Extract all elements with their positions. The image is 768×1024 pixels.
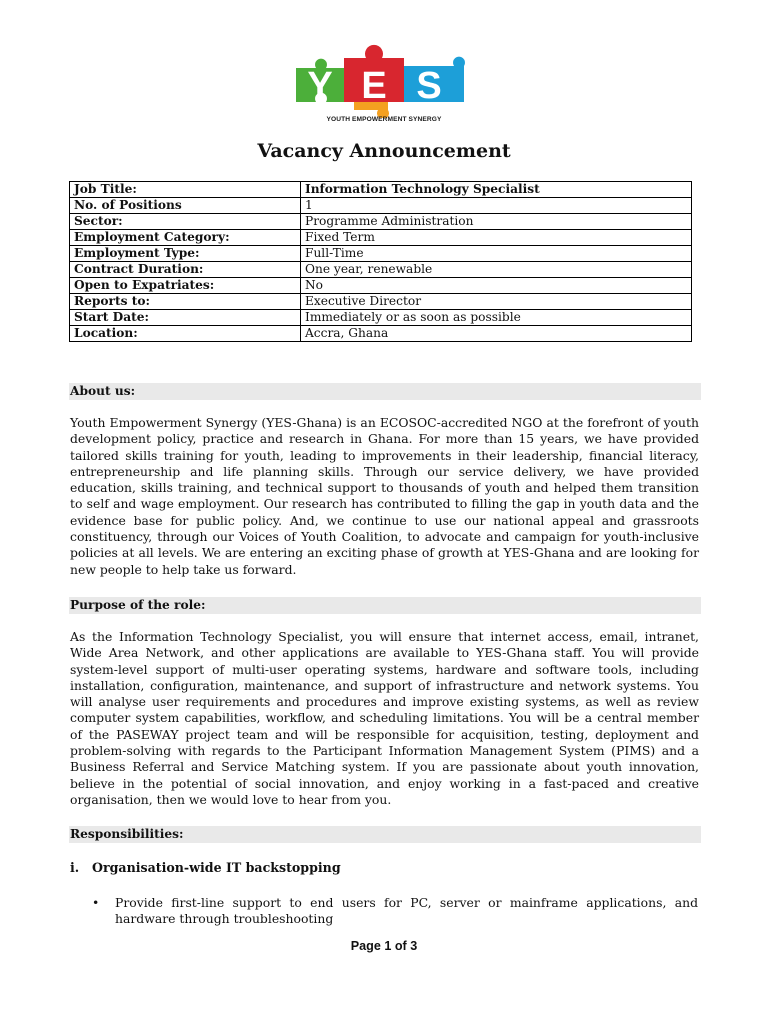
- field-label: Open to Expatriates:: [70, 278, 301, 294]
- field-value: Accra, Ghana: [301, 326, 692, 342]
- field-label: Employment Type:: [70, 246, 301, 262]
- yes-logo-puzzle-icon: [294, 38, 474, 118]
- page-number: Page 1 of 3: [350, 939, 418, 953]
- field-label: Contract Duration:: [70, 262, 301, 278]
- yes-logo: [294, 38, 474, 130]
- logo-letter-e: E: [361, 65, 387, 107]
- logo-letter-y: Y: [307, 65, 333, 107]
- field-label: Sector:: [70, 214, 301, 230]
- subheading-number: i.: [70, 860, 80, 875]
- field-value: No: [301, 278, 692, 294]
- table-row: [70, 246, 692, 262]
- responsibility-subheading: [70, 860, 341, 875]
- field-label: Reports to:: [70, 294, 301, 310]
- field-label: Start Date:: [70, 310, 301, 326]
- field-value: Executive Director: [301, 294, 692, 310]
- field-value: Immediately or as soon as possible: [301, 310, 692, 326]
- field-value: Fixed Term: [301, 230, 692, 246]
- table-row: [70, 310, 692, 326]
- purpose-heading: Purpose of the role:: [69, 597, 701, 614]
- page-title: Vacancy Announcement: [257, 140, 511, 162]
- table-row: [70, 198, 692, 214]
- logo-letter-s: S: [416, 65, 442, 107]
- field-label: Location:: [70, 326, 301, 342]
- field-value: Programme Administration: [301, 214, 692, 230]
- bullet-icon: •: [92, 895, 100, 910]
- purpose-paragraph: As the Information Technology Specialist, you will ensure that internet access, email, intranet, Wide Area Network, and other applications are available to YES-Ghana staff. You will provide system-level support of multi-user operating systems, hardware and software tools, including installation, configuration, maintenance, and support of infrastructure and network systems. You will analyse user requirements and procedures and improve existing systems, as well as review computer system capabilities, workflow, and scheduling limitations. You will be a central member of the PASEWAY project team and will be responsible for acquisition, testing, deployment and problem-solving with regards to the Participant Information Management System (PIMS) and a Business Referral and Service Matching system. If you are passionate about youth innovation, believe in the potential of social innovation, and enjoy working in a fast-paced and creative organisation, then we would love to hear from you.: [70, 629, 699, 807]
- logo-tagline: YOUTH EMPOWERMENT SYNERGY: [326, 116, 442, 123]
- responsibilities-heading: Responsibilities:: [69, 826, 701, 843]
- table-row: [70, 294, 692, 310]
- field-value: 1: [301, 198, 692, 214]
- table-row: [70, 326, 692, 342]
- field-value: Full-Time: [301, 246, 692, 262]
- table-row: [70, 214, 692, 230]
- field-label: No. of Positions: [70, 198, 301, 214]
- table-row: [70, 278, 692, 294]
- table-row: [70, 230, 692, 246]
- field-label: Job Title:: [70, 182, 301, 198]
- field-label: Employment Category:: [70, 230, 301, 246]
- about-paragraph: Youth Empowerment Synergy (YES-Ghana) is an ECOSOC-accredited NGO at the forefront of youth development policy, practice and research in Ghana. For more than 15 years, we have provided tailored skills training for youth, leading to improvements in their leadership, financial literacy, entrepreneurship and life planning skills. Through our service delivery, we have provided education, skills training, and technical support to thousands of youth and helped them transition to self and wage employment. Our research has contributed to filling the gap in youth data and the evidence base for public policy. And, we continue to use our national appeal and grassroots constituency, through our Voices of Youth Coalition, to advocate and campaign for youth-inclusive policies at all levels. We are entering an exciting phase of growth at YES-Ghana and are looking for new people to help take us forward.: [70, 415, 699, 577]
- bullet-text: Provide first-line support to end users for PC, server or mainframe applications, and hardware through troubleshooting: [115, 895, 698, 927]
- field-value: Information Technology Specialist: [301, 182, 692, 198]
- subheading-title: Organisation-wide IT backstopping: [92, 860, 341, 875]
- table-row: [70, 182, 692, 198]
- about-heading: About us:: [69, 383, 701, 400]
- table-row: [70, 262, 692, 278]
- list-item: [92, 895, 698, 928]
- field-value: One year, renewable: [301, 262, 692, 278]
- job-details-table: [69, 181, 692, 342]
